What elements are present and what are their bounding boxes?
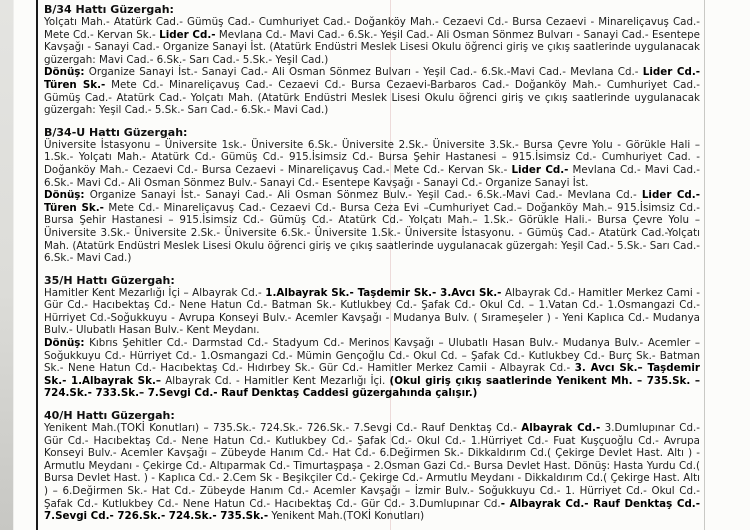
route-section-title: B/34 Hattı Güzergah: (44, 3, 174, 16)
route-text-run-bold: Lider Cd.- Türen Sk.- (44, 66, 700, 91)
route-section (44, 409, 700, 523)
route-text-run: Üniversite İstasyonu – Üniversite 1sk.- Üniversite 6.Sk.- Üniversite 2.Sk.- Üniversite 3.Sk.- Bursa Çevre Yolu - Görükle Hali – 1.Sk.- Yolçatı Mah.- Atatürk Cd.- Gümüş Cd.- 915.İsimsiz Cd.- Bursa Şehir Hastanesi – 915.İsimsiz Cd.- Cumhuriyet Cad. - Doğanköy Mah.- Cezaevi Cd.- Bursa Cezaevi - Minareliçavuş Cad.- Mete Cd.- Kervan Sk.- (44, 138, 700, 176)
route-text-run-bold: Lider Cd.- Türen Sk.- (44, 189, 700, 214)
route-paragraph (44, 139, 700, 189)
route-paragraph (44, 189, 700, 265)
route-text-run-bold: Lider Cd.- (511, 163, 569, 176)
route-text-run-bold: Albayrak Cd.- (521, 422, 601, 435)
route-paragraph (44, 422, 700, 523)
route-section-title: B/34-U Hattı Güzergah: (44, 125, 188, 139)
route-text-run-bold: Dönüş: (44, 66, 85, 79)
route-text-run-bold: Dönüş: (44, 189, 85, 202)
scan-edge-strip (0, 0, 14, 530)
route-section (44, 3, 700, 117)
route-text-run-bold: Dönüş: (44, 337, 85, 350)
route-paragraph (44, 66, 700, 116)
route-text-run: Yolçatı Mah.- Atatürk Cad.- Gümüş Cad.- Cumhuriyet Cad.- Doğanköy Mah.- Cezaevi Cd.- Bursa Cezaevi - Minareliçavuş Cad.- Mete Cd.- Kervan Sk.- (44, 16, 700, 41)
route-section-title: 40/H Hattı Güzergah: (44, 409, 175, 423)
route-text-run: Mevlana Cd.- Mavi Cad.- 6.Sk.- Yeşil Cad.- Ali Osman Sönmez Bulvarı - Sanayi Cad.- Esentepe Kavşağı - Sanayi Cad.- Organize Sanayi İst. (Atatürk Endüstri Meslek Lisesi Okulu öğrenci giriş ve çıkış saatlerinde uygulanacak güzergah: Mavi Cad.- 6.Sk.- Sarı Cad.- 5.Sk.- Yeşil Cad.) (44, 28, 700, 66)
document-content (44, 3, 700, 530)
route-text-run-bold: Lider Cd.- (159, 28, 216, 41)
route-paragraph (44, 16, 700, 66)
left-border-line (36, 0, 38, 530)
route-text-run-bold: 1.Albayrak Sk.- Taşdemir Sk.- 3.Avcı Sk.- (265, 286, 502, 299)
route-paragraph (44, 287, 700, 337)
route-text-run: Organize Sanayi İst.- Sanayi Cad.- Ali Osman Sönmez Bulvarı - Yeşil Cad.- 6.Sk.-Mavi Cad.- Mevlana Cd.- (84, 66, 643, 79)
route-text-run: Albayrak Cd. - Hamitler Kent Mezarlığı İçi. (161, 374, 390, 387)
route-text-run: Kıbrıs Şehitler Cd.- Darmstad Cd.- Stadyum Cd.- Merinos Kavşağı – Ulubatlı Hasan Bulv.- Mudanya Bulv.- Acemler – Soğukkuyu Cd.- Hürriyet Cd.- 1.Osmangazi Cd.- Mümin Gençoğlu Cd.- Okul Cd. – Şafak Cd.- Kutlukbey Cd.- Burç Sk.- Batman Sk.- Nene Hatun Cd.- Hacıbektaş Cd.- Hıdırbey Sk.- Gür Cd.- Hamitler Merkez Camii - Albayrak Cd.- (44, 337, 700, 375)
route-text-run: Yenikent Mah.(TOKİ Konutları) (268, 510, 425, 523)
route-text-run: Organize Sanayi İst.- Sanayi Cad.- Ali Osman Sönmez Bulv.- Yeşil Cad.- 6.Sk.-Mavi Cad.- Mevlana Cd.- (84, 189, 642, 202)
route-text-run-bold: 3. Avcı Sk.– Taşdemir Sk.- 1.Albayrak Sk.– (44, 362, 700, 387)
route-text-run: Yenikent Mah.(TOKİ Konutları) – 735.Sk.- 724.Sk.- 726.Sk.- 7.Sevgi Cd.- Rauf Denktaş Cd.- (44, 422, 522, 435)
route-section (44, 274, 700, 400)
route-section (44, 126, 700, 265)
route-text-run: Mevlana Cd.- Mavi Cad.- 6.Sk.- Mavi Cd.- Ali Osman Sönmez Bulv.- Sanayi Cd.- Esentepe Kavşağı - Sanayi Cd.- Organize Sanayi İst. (44, 163, 700, 189)
route-text-run: Hamitler Kent Mezarlığı İçi – Albayrak Cd.- (44, 286, 266, 299)
route-text-run: 3.Dumlupınar Cd.- Gür Cd.- Hacıbektaş Cd.- Nene Hatun Cd.- Kutlukbey Cd.- Şafak Cd.- Okul Cd.- 1.Hürriyet Cd.- Fuat Kuşçuoğlu Cd.- Avrupa Konseyi Bulv.- Acemler Kavşağı – Zübeyde Hanım Cd.- Hat Cd.- 6.Değirmen Sk.- Dikkaldırım Cd.( Çekirge Devlet Hast. Altı ) - Armutlu Meydanı - Çekirge Cd.- Altıparmak Cd.- Timurtaşpaşa - 2.Osman Gazi Cd.- Bursa Devlet Hast. Dönüş: Hasta Yurdu Cd.( Bursa Devlet Hast. ) - Kaplıca Cd.- 2.Cem Sk - Beşikçiler Cd.- Çekirge Cd.- Armutlu Meydanı - Dikkaldırım Cd.( Çekirge Hast. Altı ) – 6.Değirmen Sk.- Hat Cd.- Zübeyde Hanım Cd.- Acemler Kavşağı – İzmir Bulv.- Soğukkuyu Cd.- 1. Hürriyet Cd.- Okul Cd.- Şafak Cd.- Kutlukbey Cd.- Nene Hatun Cd.- Hacıbektaş Cd.- Gür Cd.- 3.Dumlupınar Cd. (44, 422, 700, 510)
route-text-run: Mete Cd.- Minareliçavuş Cad.- Cezaevi Cd.- Bursa Ceza Evi –Cumhuriyet Cad.– Doğanköy Mah.– 915.İsimsiz Cd.- Bursa Şehir Hastanesi – 915.İsimsiz Cd.- Gümüş Cd.- Atatürk Cd.- Yolçatı Mah.– 1.Sk.- Görükle Hali.- Bursa Çevre Yolu – Üniversite 3.Sk.- Üniversite 2.Sk.- Üniversite 6.Sk.- Üniversite 1.Sk.- Üniversite İstasyonu. - Gümüş Cad.- Atatürk Cad.-Yolçatı Mah. (Atatürk Endüstri Meslek Lisesi Okulu öğrenci giriş ve çıkış saatlerinde uygulanacak güzergah: Yeşil Cad.- 5.Sk.- Sarı Cad.- 6.Sk.- Mavi Cad.) (44, 201, 700, 265)
route-section-title: 35/H Hattı Güzergah: (44, 273, 175, 287)
route-text-run-bold: - Albayrak Cd.- Rauf Denktaş Cd.- 7.Sevgi Cd.- 726.Sk.- 724.Sk.- 735.Sk.- (44, 497, 700, 523)
route-paragraph (44, 337, 700, 400)
route-text-run-bold: (Okul giriş çıkış saatlerinde Yenikent Mh. – 735.Sk. – 724.Sk.- 733.Sk.– 7.Sevgi Cd.- Rauf Denktaş Caddesi güzergahında çalışır.) (44, 374, 701, 400)
right-border-line (704, 0, 705, 530)
route-text-run: Albayrak Cd.- Hamitler Merkez Cami - Gür Cd.- Hacıbektaş Cd.- Nene Hatun Cd.- Batman Sk.- Kutlukbey Cd.- Şafak Cd.- Okul Cd. – 1.Vatan Cd.- 1.Osmangazi Cd.- Hürriyet Cd.-Soğukkuyu - Avrupa Konseyi Bulv.- Acemler Kavşağı - Mudanya Bulv. ( Sırameşeler ) - Yeni Kaplıca Cd.- Mudanya Bulv.- Ulubatlı Hasan Bulv.- Kent Meydanı. (44, 286, 700, 337)
route-text-run: Mete Cd.- Minareliçavuş Cad.- Cezaevi Cd.- Bursa Cezaevi-Barbaros Cad.- Doğanköy Mah.- Cumhuriyet Cad.- Gümüş Cad.- Atatürk Cad.- Yolçatı Mah. (Atatürk Endüstri Meslek Lisesi Okulu öğrenci giriş ve çıkış saatlerinde uygulanacak güzergah: Yeşil Cad.- 5.Sk.- Sarı Cad.- 6.Sk.- Mavi Cad.) (44, 78, 700, 117)
